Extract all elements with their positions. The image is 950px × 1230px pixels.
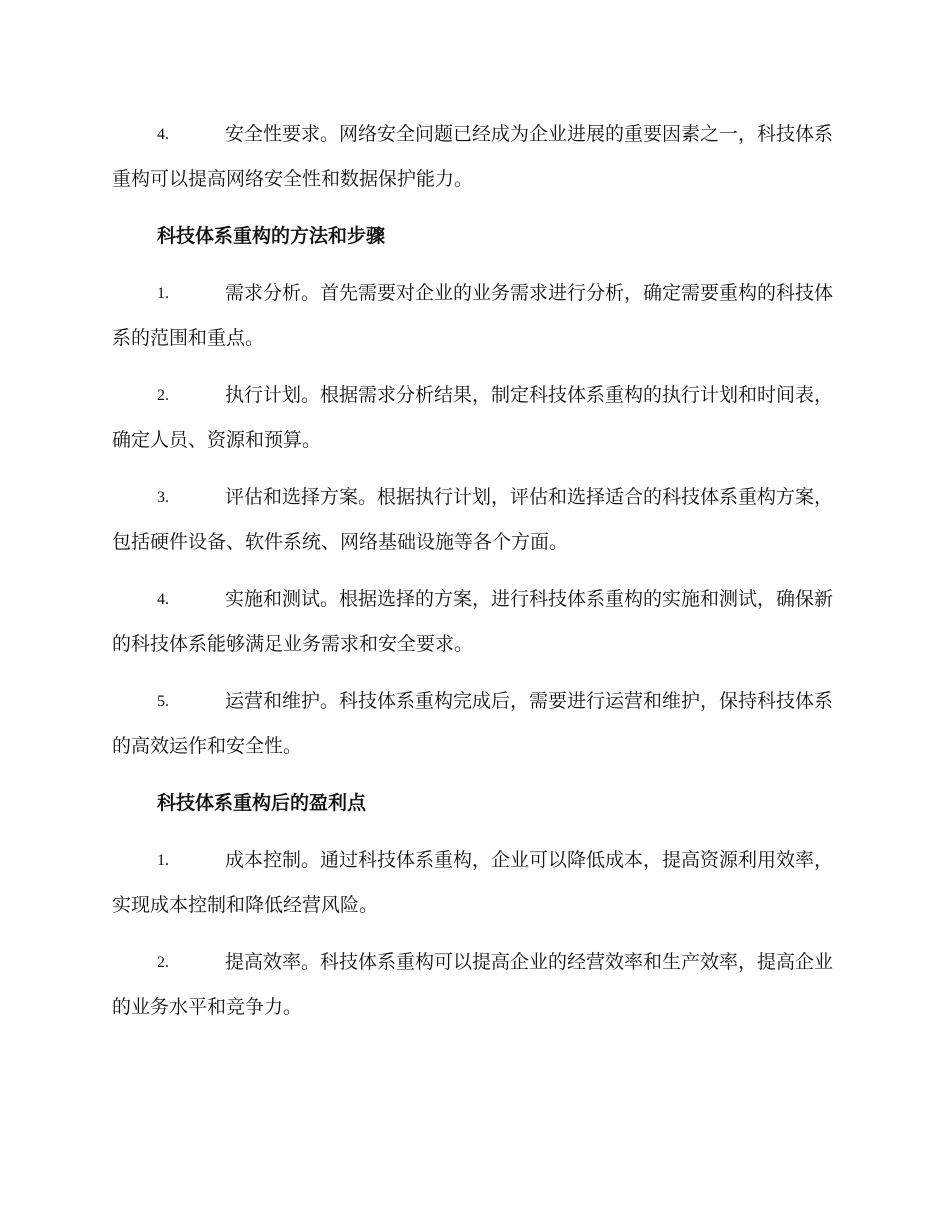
section-heading: 科技体系重构的方法和步骤 [157, 225, 386, 247]
list-item [112, 679, 838, 769]
list-item [112, 271, 838, 361]
item-text: 安全性要求。网络安全问题已经成为企业进展的重要因素之一，科技体系重构可以提高网络安全性和数据保护能力。 [112, 123, 834, 190]
item-number: 4. [157, 591, 169, 608]
section-heading: 科技体系重构后的盈利点 [157, 792, 367, 814]
item-text: 评估和选择方案。根据执行计划，评估和选择适合的科技体系重构方案，包括硬件设备、软件系统、网络基础设施等各个方面。 [112, 486, 834, 553]
item-number: 5. [157, 693, 169, 710]
list-item [112, 577, 838, 667]
item-text: 需求分析。首先需要对企业的业务需求进行分析，确定需要重构的科技体系的范围和重点。 [112, 282, 834, 349]
list-item [112, 373, 838, 463]
list-item [112, 940, 838, 1030]
item-number: 2. [157, 954, 169, 971]
item-number: 1. [157, 285, 169, 302]
list-item [112, 112, 838, 202]
item-number: 4. [157, 126, 169, 143]
item-text: 提高效率。科技体系重构可以提高企业的经营效率和生产效率，提高企业的业务水平和竞争力。 [112, 951, 834, 1018]
item-text: 运营和维护。科技体系重构完成后，需要进行运营和维护，保持科技体系的高效运作和安全性。 [112, 690, 834, 757]
item-number: 2. [157, 387, 169, 404]
item-number: 3. [157, 489, 169, 506]
item-number: 1. [157, 852, 169, 869]
list-item [112, 838, 838, 928]
item-text: 实施和测试。根据选择的方案，进行科技体系重构的实施和测试，确保新的科技体系能够满足业务需求和安全要求。 [112, 588, 834, 655]
item-text: 成本控制。通过科技体系重构，企业可以降低成本，提高资源利用效率，实现成本控制和降低经营风险。 [112, 849, 834, 916]
list-item [112, 475, 838, 565]
item-text: 执行计划。根据需求分析结果，制定科技体系重构的执行计划和时间表，确定人员、资源和预算。 [112, 384, 834, 451]
